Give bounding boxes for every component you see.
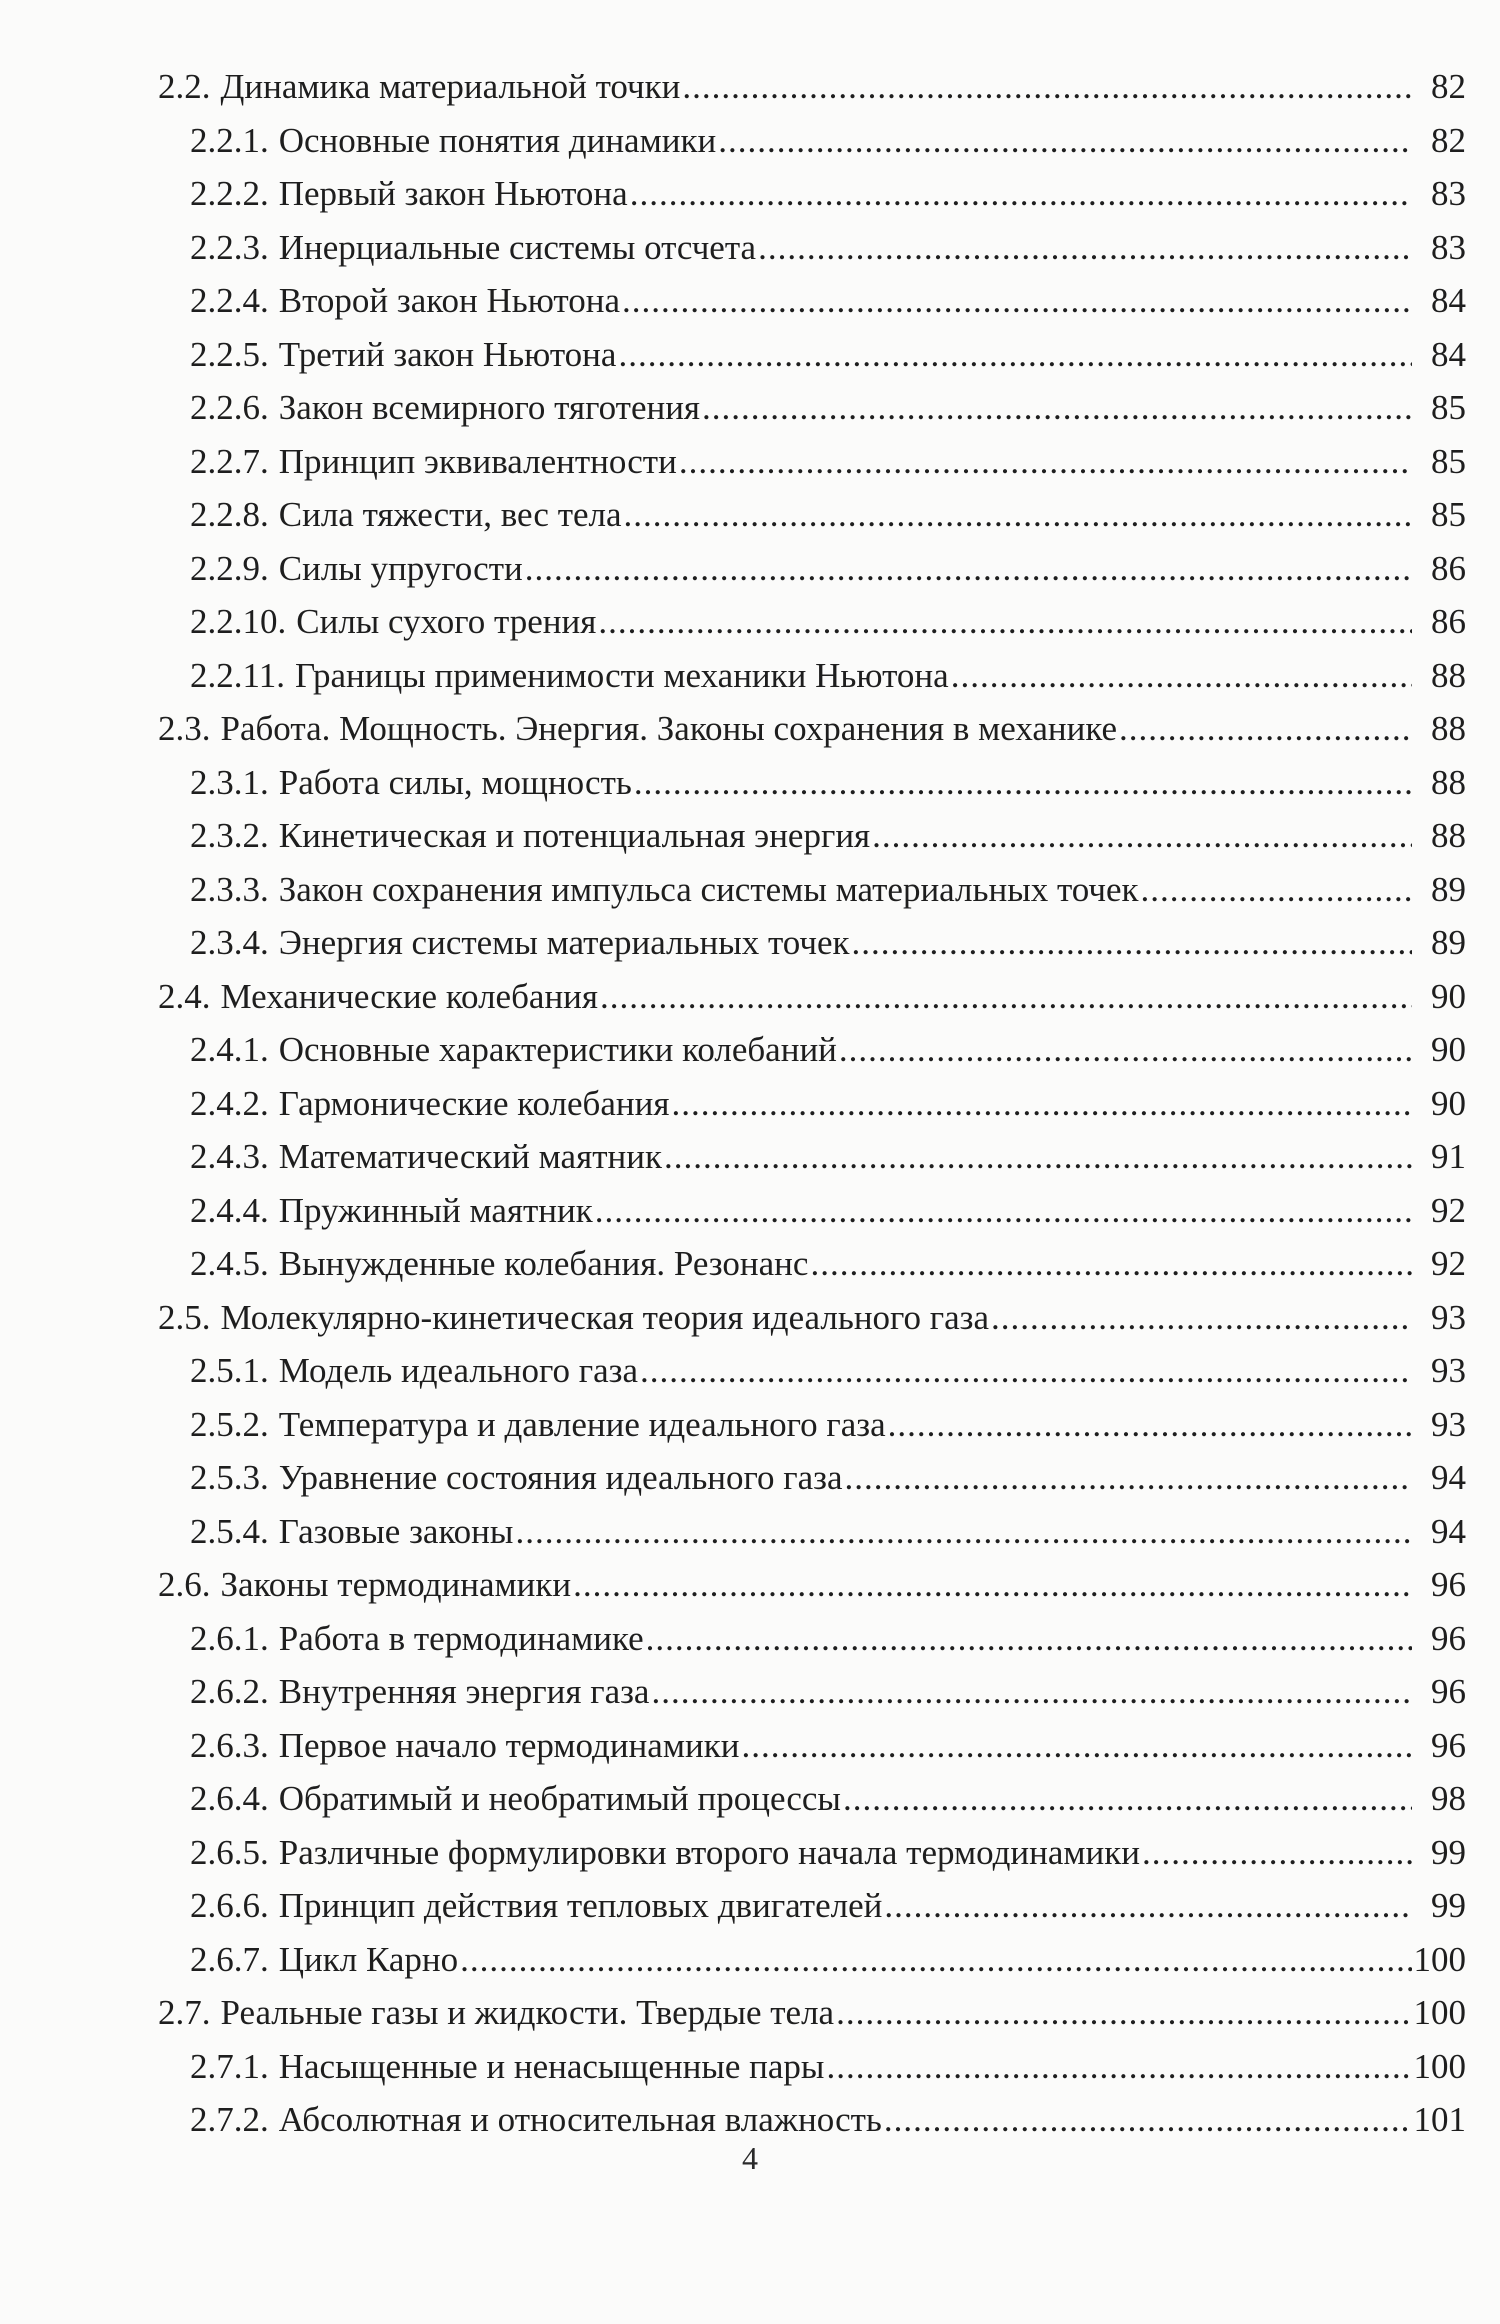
toc-entry-number: 2.7. xyxy=(158,1993,211,2032)
toc-section-entry xyxy=(158,1558,1466,1612)
toc-subsection-entry xyxy=(158,756,1466,810)
toc-dot-leader xyxy=(810,1237,1412,1291)
toc-entry-number: 2.7.2. xyxy=(190,2100,269,2139)
toc-entry-number: 2.2.11. xyxy=(190,655,285,695)
toc-entry-number: 2.5. xyxy=(158,1297,211,1337)
toc-dot-leader xyxy=(622,274,1412,328)
toc-entry-number: 2.3.3. xyxy=(190,869,269,909)
toc-dot-leader xyxy=(843,1772,1412,1826)
toc-entry-page: 96 xyxy=(1431,1618,1466,1658)
toc-dot-leader xyxy=(646,1612,1412,1666)
toc-entry-number: 2.6.3. xyxy=(190,1725,269,1765)
toc-entry-title: Обратимый и необратимый процессы xyxy=(278,1779,841,1818)
toc-entry-title: Принцип эквивалентности xyxy=(278,441,677,481)
toc-subsection-entry xyxy=(158,595,1466,649)
toc-entry-page: 101 xyxy=(1413,2100,1466,2139)
toc-dot-leader xyxy=(1142,1826,1412,1880)
toc-entry-page: 88 xyxy=(1431,709,1466,748)
toc-dot-leader xyxy=(826,2040,1411,2094)
toc-entry-number: 2.2.4. xyxy=(190,281,269,320)
toc-dot-leader xyxy=(951,649,1412,703)
table-of-contents xyxy=(158,60,1466,2147)
toc-entry-title: Модель идеального газа xyxy=(278,1351,638,1390)
toc-dot-leader xyxy=(758,221,1412,275)
toc-entry-title: Механические колебания xyxy=(220,976,598,1016)
toc-dot-leader xyxy=(634,756,1412,810)
toc-subsection-entry xyxy=(158,1826,1466,1880)
toc-entry-number: 2.5.2. xyxy=(190,1404,269,1444)
toc-entry-title: Сила тяжести, вес тела xyxy=(278,495,622,534)
toc-subsection-entry xyxy=(158,1023,1466,1077)
toc-entry-number: 2.2.8. xyxy=(190,495,269,534)
toc-entry-page: 84 xyxy=(1431,334,1466,374)
toc-entry-number: 2.3.2. xyxy=(190,816,269,855)
toc-entry-title: Первый закон Ньютона xyxy=(278,174,628,213)
toc-dot-leader xyxy=(839,1023,1412,1077)
toc-dot-leader xyxy=(664,1130,1412,1184)
toc-dot-leader xyxy=(679,435,1412,489)
toc-subsection-entry xyxy=(158,274,1466,328)
toc-entry-title: Пружинный маятник xyxy=(278,1190,593,1230)
toc-subsection-entry xyxy=(158,1879,1466,1933)
toc-entry-title: Энергия системы материальных точек xyxy=(278,923,850,962)
toc-entry-title: Второй закон Ньютона xyxy=(278,281,620,320)
toc-entry-title: Вынужденные колебания. Резонанс xyxy=(278,1244,809,1283)
toc-entry-title: Закон всемирного тяготения xyxy=(278,388,701,427)
toc-entry-page: 90 xyxy=(1431,1030,1466,1069)
toc-subsection-entry xyxy=(158,1451,1466,1505)
toc-entry-title: Кинетическая и потенциальная энергия xyxy=(278,816,871,855)
toc-entry-title: Законы термодинамики xyxy=(220,1565,572,1604)
toc-entry-page: 96 xyxy=(1431,1672,1466,1711)
toc-dot-leader xyxy=(836,1986,1411,2040)
toc-entry-page: 88 xyxy=(1431,816,1466,855)
toc-entry-title: Границы применимости механики Ньютона xyxy=(294,655,949,695)
toc-subsection-entry xyxy=(158,1772,1466,1826)
toc-entry-title: Уравнение состояния идеального газа xyxy=(278,1458,843,1497)
toc-subsection-entry xyxy=(158,809,1466,863)
toc-entry-title: Цикл Карно xyxy=(278,1939,459,1979)
toc-entry-title: Насыщенные и ненасыщенные пары xyxy=(278,2046,825,2086)
toc-entry-number: 2.3. xyxy=(158,709,211,748)
toc-entry-number: 2.3.1. xyxy=(190,762,269,802)
toc-entry-page: 96 xyxy=(1431,1725,1466,1765)
toc-entry-title: Закон сохранения импульса системы материальных точек xyxy=(278,869,1139,909)
toc-entry-number: 2.2.3. xyxy=(190,227,269,267)
toc-entry-page: 85 xyxy=(1431,441,1466,481)
toc-entry-title: Инерциальные системы отсчета xyxy=(278,227,757,267)
toc-entry-title: Силы сухого трения xyxy=(296,602,597,641)
toc-entry-number: 2.4.1. xyxy=(190,1030,269,1069)
toc-entry-number: 2.5.4. xyxy=(190,1511,269,1551)
toc-dot-leader xyxy=(1141,863,1412,917)
toc-entry-title: Математический маятник xyxy=(278,1137,662,1176)
toc-entry-title: Реальные газы и жидкости. Твердые тела xyxy=(220,1993,835,2032)
toc-entry-title: Работа. Мощность. Энергия. Законы сохранения в механике xyxy=(220,709,1118,748)
toc-subsection-entry xyxy=(158,1505,1466,1559)
toc-entry-number: 2.6.5. xyxy=(190,1832,269,1872)
toc-dot-leader xyxy=(702,381,1412,435)
toc-entry-title: Третий закон Ньютона xyxy=(278,334,617,374)
toc-dot-leader xyxy=(852,916,1412,970)
toc-dot-leader xyxy=(682,60,1412,114)
toc-entry-page: 98 xyxy=(1431,1779,1466,1818)
toc-entry-title: Гармонические колебания xyxy=(278,1083,670,1123)
toc-subsection-entry xyxy=(158,1719,1466,1773)
toc-entry-page: 93 xyxy=(1431,1404,1466,1444)
toc-dot-leader xyxy=(671,1077,1412,1131)
toc-subsection-entry xyxy=(158,1130,1466,1184)
toc-entry-number: 2.4.2. xyxy=(190,1083,269,1123)
toc-subsection-entry xyxy=(158,1612,1466,1666)
toc-entry-title: Динамика материальной точки xyxy=(220,67,681,106)
toc-entry-page: 86 xyxy=(1431,548,1466,588)
toc-dot-leader xyxy=(624,488,1412,542)
toc-entry-page: 99 xyxy=(1431,1832,1466,1872)
toc-entry-number: 2.4. xyxy=(158,976,211,1016)
toc-section-entry xyxy=(158,1986,1466,2040)
toc-entry-number: 2.5.1. xyxy=(190,1351,269,1390)
toc-entry-title: Работа в термодинамике xyxy=(278,1618,644,1658)
toc-subsection-entry xyxy=(158,1077,1466,1131)
toc-subsection-entry xyxy=(158,863,1466,917)
toc-entry-page: 92 xyxy=(1431,1244,1466,1283)
toc-section-entry xyxy=(158,60,1466,114)
toc-dot-leader xyxy=(991,1291,1412,1345)
toc-subsection-entry xyxy=(158,1933,1466,1987)
toc-entry-number: 2.4.3. xyxy=(190,1137,269,1176)
toc-subsection-entry xyxy=(158,1184,1466,1238)
toc-entry-page: 91 xyxy=(1431,1137,1466,1176)
toc-entry-page: 93 xyxy=(1431,1351,1466,1390)
toc-dot-leader xyxy=(525,542,1412,596)
toc-entry-page: 89 xyxy=(1431,869,1466,909)
toc-entry-title: Внутренняя энергия газа xyxy=(278,1672,650,1711)
toc-subsection-entry xyxy=(158,1237,1466,1291)
toc-entry-title: Различные формулировки второго начала термодинамики xyxy=(278,1832,1141,1872)
toc-entry-number: 2.4.4. xyxy=(190,1190,269,1230)
toc-dot-leader xyxy=(888,1398,1412,1452)
toc-subsection-entry xyxy=(158,542,1466,596)
toc-dot-leader xyxy=(884,1879,1412,1933)
toc-entry-page: 96 xyxy=(1431,1565,1466,1604)
toc-dot-leader xyxy=(573,1558,1412,1612)
toc-dot-leader xyxy=(845,1451,1412,1505)
toc-entry-title: Молекулярно-кинетическая теория идеального газа xyxy=(220,1297,990,1337)
toc-entry-number: 2.7.1. xyxy=(190,2046,269,2086)
toc-entry-page: 88 xyxy=(1431,762,1466,802)
toc-entry-number: 2.6.1. xyxy=(190,1618,269,1658)
toc-subsection-entry xyxy=(158,328,1466,382)
toc-entry-number: 2.2.2. xyxy=(190,174,269,213)
toc-dot-leader xyxy=(718,114,1412,168)
toc-section-entry xyxy=(158,970,1466,1024)
toc-entry-number: 2.2.7. xyxy=(190,441,269,481)
toc-entry-title: Силы упругости xyxy=(278,548,523,588)
toc-entry-page: 85 xyxy=(1431,495,1466,534)
toc-dot-leader xyxy=(1119,702,1412,756)
toc-entry-page: 99 xyxy=(1431,1886,1466,1925)
toc-dot-leader xyxy=(600,970,1412,1024)
toc-subsection-entry xyxy=(158,916,1466,970)
toc-entry-number: 2.2.5. xyxy=(190,334,269,374)
toc-entry-page: 89 xyxy=(1431,923,1466,962)
toc-entry-page: 83 xyxy=(1431,174,1466,213)
toc-entry-number: 2.5.3. xyxy=(190,1458,269,1497)
toc-entry-page: 83 xyxy=(1431,227,1466,267)
toc-subsection-entry xyxy=(158,114,1466,168)
toc-subsection-entry xyxy=(158,488,1466,542)
toc-dot-leader xyxy=(884,2093,1412,2147)
toc-entry-title: Газовые законы xyxy=(278,1511,514,1551)
toc-entry-page: 82 xyxy=(1431,67,1466,106)
toc-entry-number: 2.2.9. xyxy=(190,548,269,588)
toc-entry-title: Основные характеристики колебаний xyxy=(278,1030,837,1069)
toc-subsection-entry xyxy=(158,649,1466,703)
toc-subsection-entry xyxy=(158,381,1466,435)
toc-dot-leader xyxy=(460,1933,1411,1987)
toc-entry-number: 2.6.2. xyxy=(190,1672,269,1711)
toc-entry-number: 2.3.4. xyxy=(190,923,269,962)
toc-subsection-entry xyxy=(158,1398,1466,1452)
toc-entry-page: 86 xyxy=(1431,602,1466,641)
toc-entry-page: 90 xyxy=(1431,1083,1466,1123)
toc-entry-title: Работа силы, мощность xyxy=(278,762,632,802)
toc-dot-leader xyxy=(515,1505,1412,1559)
toc-section-entry xyxy=(158,1291,1466,1345)
toc-dot-leader xyxy=(630,167,1412,221)
toc-entry-number: 2.6.4. xyxy=(190,1779,269,1818)
toc-entry-page: 100 xyxy=(1413,2046,1466,2086)
toc-entry-number: 2.2. xyxy=(158,67,211,106)
toc-dot-leader xyxy=(640,1344,1412,1398)
page-number: 4 xyxy=(742,2140,758,2176)
toc-entry-page: 94 xyxy=(1431,1458,1466,1497)
toc-subsection-entry xyxy=(158,221,1466,275)
toc-entry-page: 92 xyxy=(1431,1190,1466,1230)
toc-entry-page: 100 xyxy=(1413,1939,1466,1979)
toc-entry-title: Температура и давление идеального газа xyxy=(278,1404,886,1444)
toc-dot-leader xyxy=(595,1184,1412,1238)
toc-entry-number: 2.4.5. xyxy=(190,1244,269,1283)
toc-entry-page: 84 xyxy=(1431,281,1466,320)
toc-entry-page: 82 xyxy=(1431,120,1466,160)
toc-dot-leader xyxy=(872,809,1412,863)
toc-dot-leader xyxy=(741,1719,1412,1773)
toc-subsection-entry xyxy=(158,435,1466,489)
toc-entry-page: 85 xyxy=(1431,388,1466,427)
toc-entry-number: 2.2.1. xyxy=(190,120,269,160)
toc-dot-leader xyxy=(618,328,1412,382)
toc-entry-number: 2.6. xyxy=(158,1565,211,1604)
toc-subsection-entry xyxy=(158,2093,1466,2147)
toc-entry-title: Основные понятия динамики xyxy=(278,120,717,160)
toc-entry-number: 2.6.6. xyxy=(190,1886,269,1925)
toc-entry-title: Первое начало термодинамики xyxy=(278,1725,740,1765)
toc-entry-title: Абсолютная и относительная влажность xyxy=(278,2100,882,2139)
toc-subsection-entry xyxy=(158,2040,1466,2094)
toc-entry-number: 2.6.7. xyxy=(190,1939,269,1979)
toc-entry-page: 90 xyxy=(1431,976,1466,1016)
toc-subsection-entry xyxy=(158,1665,1466,1719)
toc-entry-page: 93 xyxy=(1431,1297,1466,1337)
toc-entry-page: 100 xyxy=(1413,1993,1466,2032)
toc-entry-number: 2.2.10. xyxy=(190,602,287,641)
toc-subsection-entry xyxy=(158,1344,1466,1398)
toc-section-entry xyxy=(158,702,1466,756)
toc-entry-page: 88 xyxy=(1431,655,1466,695)
toc-entry-number: 2.2.6. xyxy=(190,388,269,427)
toc-entry-title: Принцип действия тепловых двигателей xyxy=(278,1886,883,1925)
toc-dot-leader xyxy=(651,1665,1412,1719)
toc-dot-leader xyxy=(598,595,1412,649)
toc-subsection-entry xyxy=(158,167,1466,221)
toc-entry-page: 94 xyxy=(1431,1511,1466,1551)
